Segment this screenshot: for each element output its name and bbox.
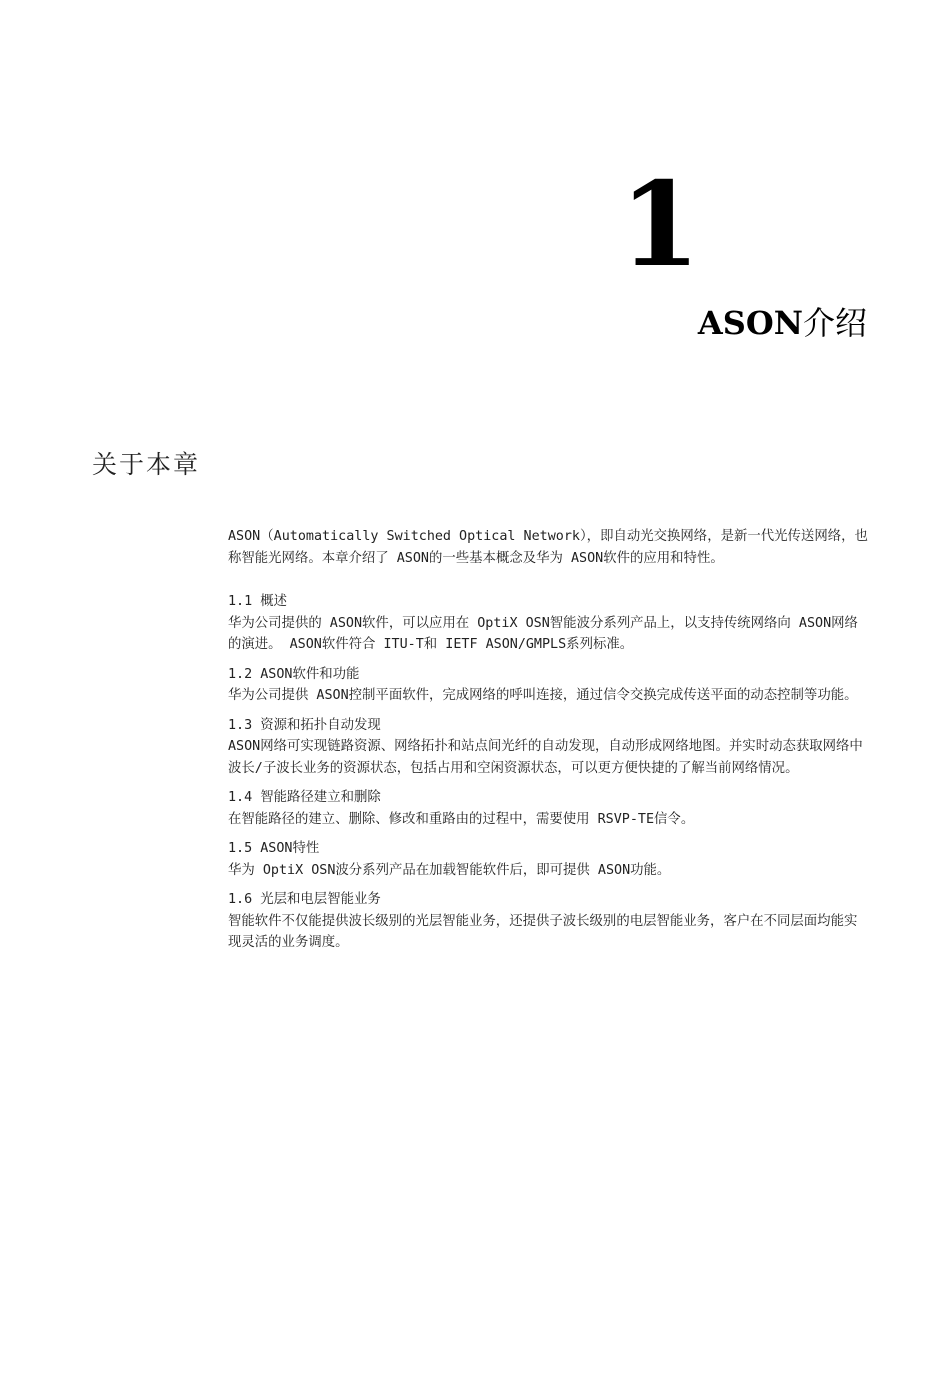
toc-item [228,889,868,954]
toc-item-description: 智能软件不仅能提供波长级别的光层智能业务，还提供子波长级别的电层智能业务，客户在不同层面均能实现灵活的业务调度。 [228,913,858,950]
intro-paragraph: ASON（Automatically Switched Optical Network），即自动光交换网络，是新一代光传送网络，也称智能光网络。本章介绍了 ASON的一些基本概念及华为 ASON软件的应用和特性。 [228,529,868,566]
chapter-title-latin: ASON [697,304,803,342]
chapter-content [228,526,868,962]
toc-item-title[interactable]: 1.3 资源和拓扑自动发现 [228,717,381,733]
toc-item-title[interactable]: 1.4 智能路径建立和删除 [228,790,381,805]
toc-item-description: ASON网络可实现链路资源、网络拓扑和站点间光纤的自动发现，自动形成网络地图。并实时动态获取网络中波长/子波长业务的资源状态，包括占用和空闲资源状态，可以更方便快捷的了解当前网络情况。 [228,739,863,776]
toc-item [228,664,868,707]
toc-item [228,715,868,780]
chapter-title-cjk: 介绍 [802,304,867,342]
toc-item-description: 在智能路径的建立、删除、修改和重路由的过程中，需要使用 RSVP-TE信令。 [228,811,695,827]
toc-item [228,838,868,881]
toc-item-description: 华为公司提供 ASON控制平面软件，完成网络的呼叫连接，通过信令交换完成传送平面的动态控制等功能。 [228,688,858,703]
toc-item-title[interactable]: 1.6 光层和电层智能业务 [228,892,381,907]
toc-item-description: 华为 OptiX OSN波分系列产品在加载智能软件后，即可提供 ASON功能。 [228,862,671,878]
toc-item-title[interactable]: 1.2 ASON软件和功能 [228,666,360,682]
toc-item [228,591,868,656]
chapter-title [698,298,867,348]
toc-item-description: 华为公司提供的 ASON软件，可以应用在 OptiX OSN智能波分系列产品上，以支持传统网络向 ASON网络的演进。 ASON软件符合 ITU-T和 IETF ASON/GMPLS系列标准。 [228,615,858,652]
toc-item-title[interactable]: 1.1 概述 [228,594,288,609]
chapter-number: 1 [619,157,701,293]
toc-item-title[interactable]: 1.5 ASON特性 [228,841,320,856]
toc-item [228,787,868,830]
section-heading: 关于本章 [92,450,201,479]
